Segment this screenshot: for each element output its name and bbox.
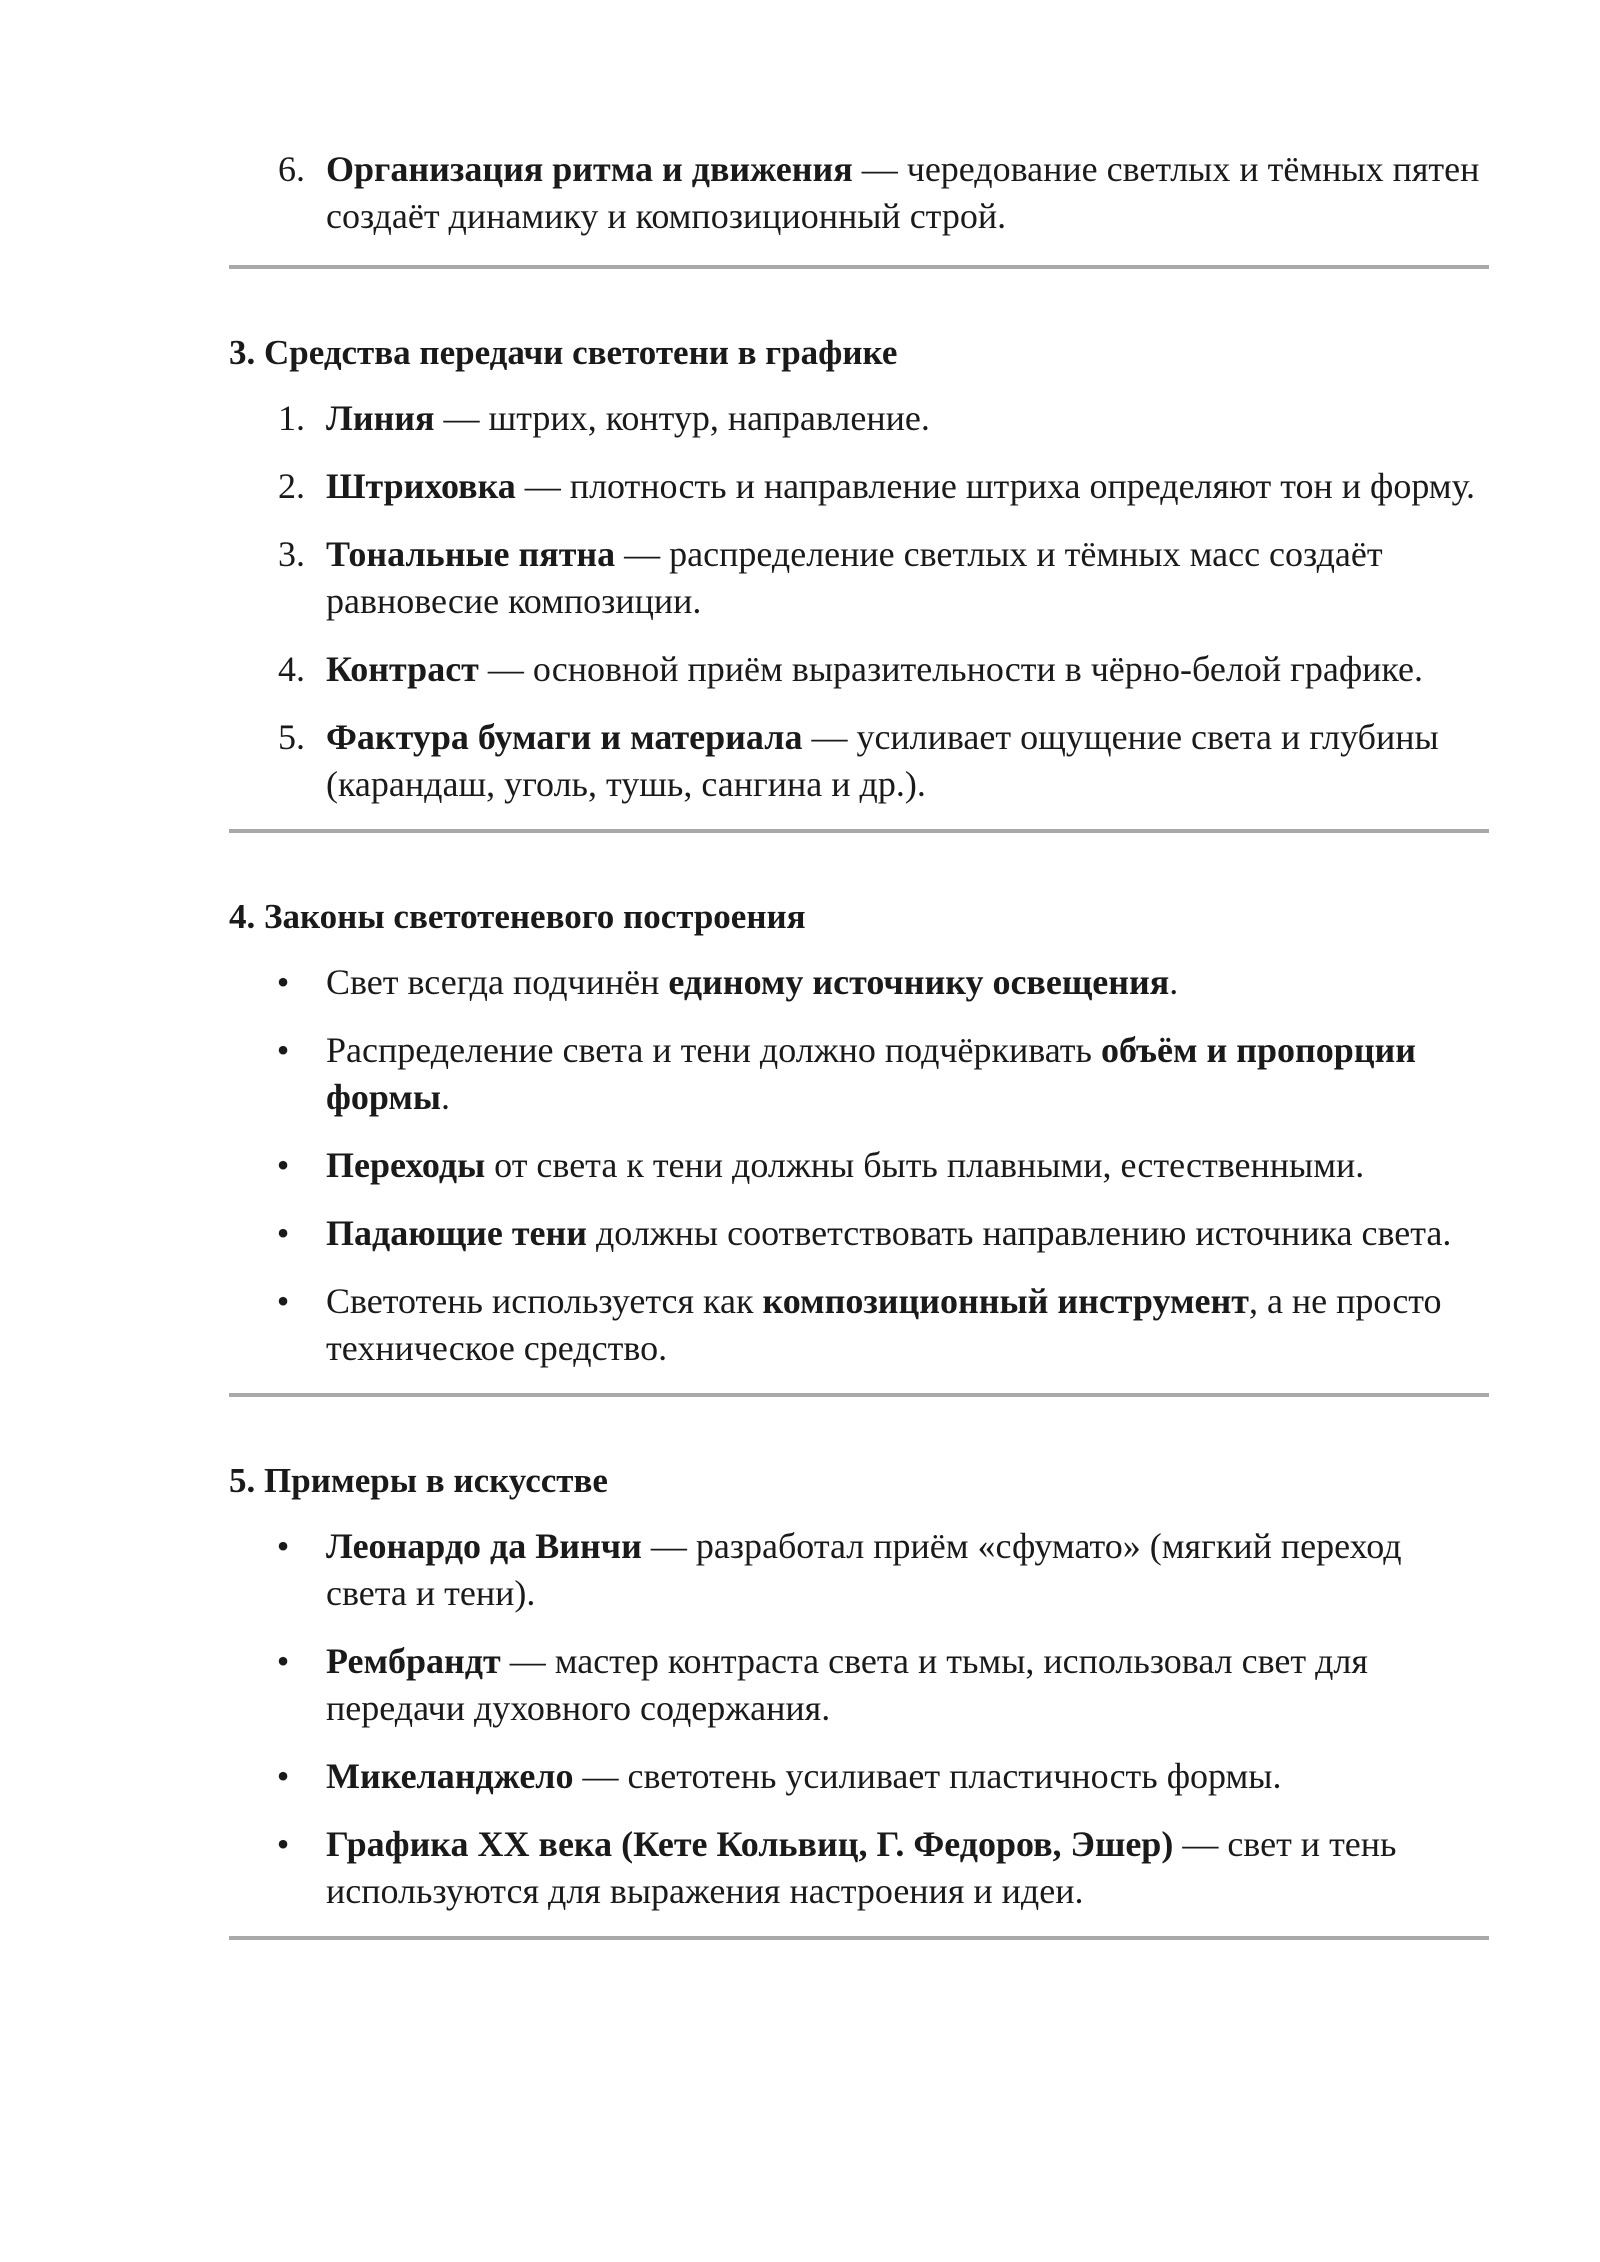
item-text: . xyxy=(441,1077,451,1117)
horizontal-divider xyxy=(229,1936,1489,1940)
bullet-marker: • xyxy=(276,962,290,1002)
bullet-marker: • xyxy=(276,1824,290,1864)
item-text: — плотность и направление штриха определяют тон и форму. xyxy=(515,466,1475,506)
item-text: — мастер контраста света и тьмы, использовал свет для передачи духовного содержания. xyxy=(326,1641,1368,1728)
item-term: Контраст xyxy=(326,649,479,689)
list-number: 5. xyxy=(278,717,305,757)
list-number: 3. xyxy=(278,534,305,574)
list-item xyxy=(229,1821,1489,1915)
item-term: Тональные пятна xyxy=(326,534,616,574)
item-text: — светотень усиливает пластичность формы. xyxy=(573,1756,1282,1796)
bullet-marker: • xyxy=(276,1030,290,1070)
list-item xyxy=(229,1210,1489,1257)
section-heading: 5. Примеры в искусстве xyxy=(229,1461,608,1500)
numbered-list xyxy=(229,395,1489,808)
list-item xyxy=(229,959,1489,1006)
bullet-list xyxy=(229,959,1489,1372)
item-text: — свет и тень используются для выражения настроения и идеи. xyxy=(326,1824,1397,1911)
list-number: 2. xyxy=(278,466,305,506)
item-text: Светотень используется как xyxy=(326,1281,763,1321)
list-number: 4. xyxy=(278,649,305,689)
section-heading: 4. Законы светотеневого построения xyxy=(229,897,806,936)
item-term: Фактура бумаги и материала xyxy=(326,717,803,757)
item-emphasis: Падающие тени xyxy=(326,1213,587,1253)
list-item xyxy=(229,1523,1489,1617)
item-text: — чередование светлых и тёмных пятен создаёт динамику и композиционный строй. xyxy=(326,149,1480,236)
item-text: Распределение света и тени должно подчёркивать xyxy=(326,1030,1101,1070)
numbered-list-continued xyxy=(229,146,1489,240)
item-text: — штрих, контур, направление. xyxy=(434,398,930,438)
bullet-list xyxy=(229,1523,1489,1915)
horizontal-divider xyxy=(229,265,1489,269)
list-item xyxy=(229,146,1489,240)
section-heading: 3. Средства передачи светотени в графике xyxy=(229,333,898,372)
item-text: от света к тени должны быть плавными, естественными. xyxy=(485,1145,1365,1185)
list-item xyxy=(229,463,1489,510)
item-term: Рембрандт xyxy=(326,1641,501,1681)
list-item xyxy=(229,395,1489,442)
item-term: Микеланджело xyxy=(326,1756,574,1796)
bullet-marker: • xyxy=(276,1145,290,1185)
item-emphasis: Переходы xyxy=(326,1145,486,1185)
item-emphasis: композиционный инструмент xyxy=(762,1281,1249,1321)
horizontal-divider xyxy=(229,829,1489,833)
item-term: Линия xyxy=(326,398,435,438)
list-item xyxy=(229,1142,1489,1189)
item-text: Свет всегда подчинён xyxy=(326,962,669,1002)
bullet-marker: • xyxy=(276,1641,290,1681)
item-emphasis: объём и пропорции формы xyxy=(326,1030,1417,1117)
list-number: 1. xyxy=(278,398,305,438)
list-item xyxy=(229,1027,1489,1121)
item-text: — усиливает ощущение света и глубины (карандаш, уголь, тушь, сангина и др.). xyxy=(326,717,1439,804)
item-term: Леонардо да Винчи xyxy=(326,1526,642,1566)
item-term: Графика XX века (Кете Кольвиц, Г. Федоров, Эшер) xyxy=(326,1824,1174,1864)
list-item xyxy=(229,1753,1489,1800)
bullet-marker: • xyxy=(276,1281,290,1321)
item-term: Организация ритма и движения xyxy=(326,149,853,189)
bullet-marker: • xyxy=(276,1756,290,1796)
bullet-marker: • xyxy=(276,1213,290,1253)
item-text: , а не просто техническое средство. xyxy=(326,1281,1442,1368)
document-page xyxy=(229,146,1489,1940)
list-item xyxy=(229,714,1489,808)
horizontal-divider xyxy=(229,1393,1489,1397)
item-emphasis: единому источнику освещения xyxy=(668,962,1170,1002)
bullet-marker: • xyxy=(276,1526,290,1566)
list-item xyxy=(229,646,1489,693)
item-text: должны соответствовать направлению источника света. xyxy=(586,1213,1452,1253)
item-text: . xyxy=(1169,962,1179,1002)
item-text: — распределение светлых и тёмных масс создаёт равновесие композиции. xyxy=(326,534,1383,621)
item-text: — разработал приём «сфумато» (мягкий переход света и тени). xyxy=(326,1526,1402,1613)
item-term: Штриховка xyxy=(326,466,516,506)
list-item xyxy=(229,1278,1489,1372)
list-item xyxy=(229,531,1489,625)
item-text: — основной приём выразительности в чёрно-белой графике. xyxy=(478,649,1423,689)
list-number: 6. xyxy=(278,149,305,189)
list-item xyxy=(229,1638,1489,1732)
